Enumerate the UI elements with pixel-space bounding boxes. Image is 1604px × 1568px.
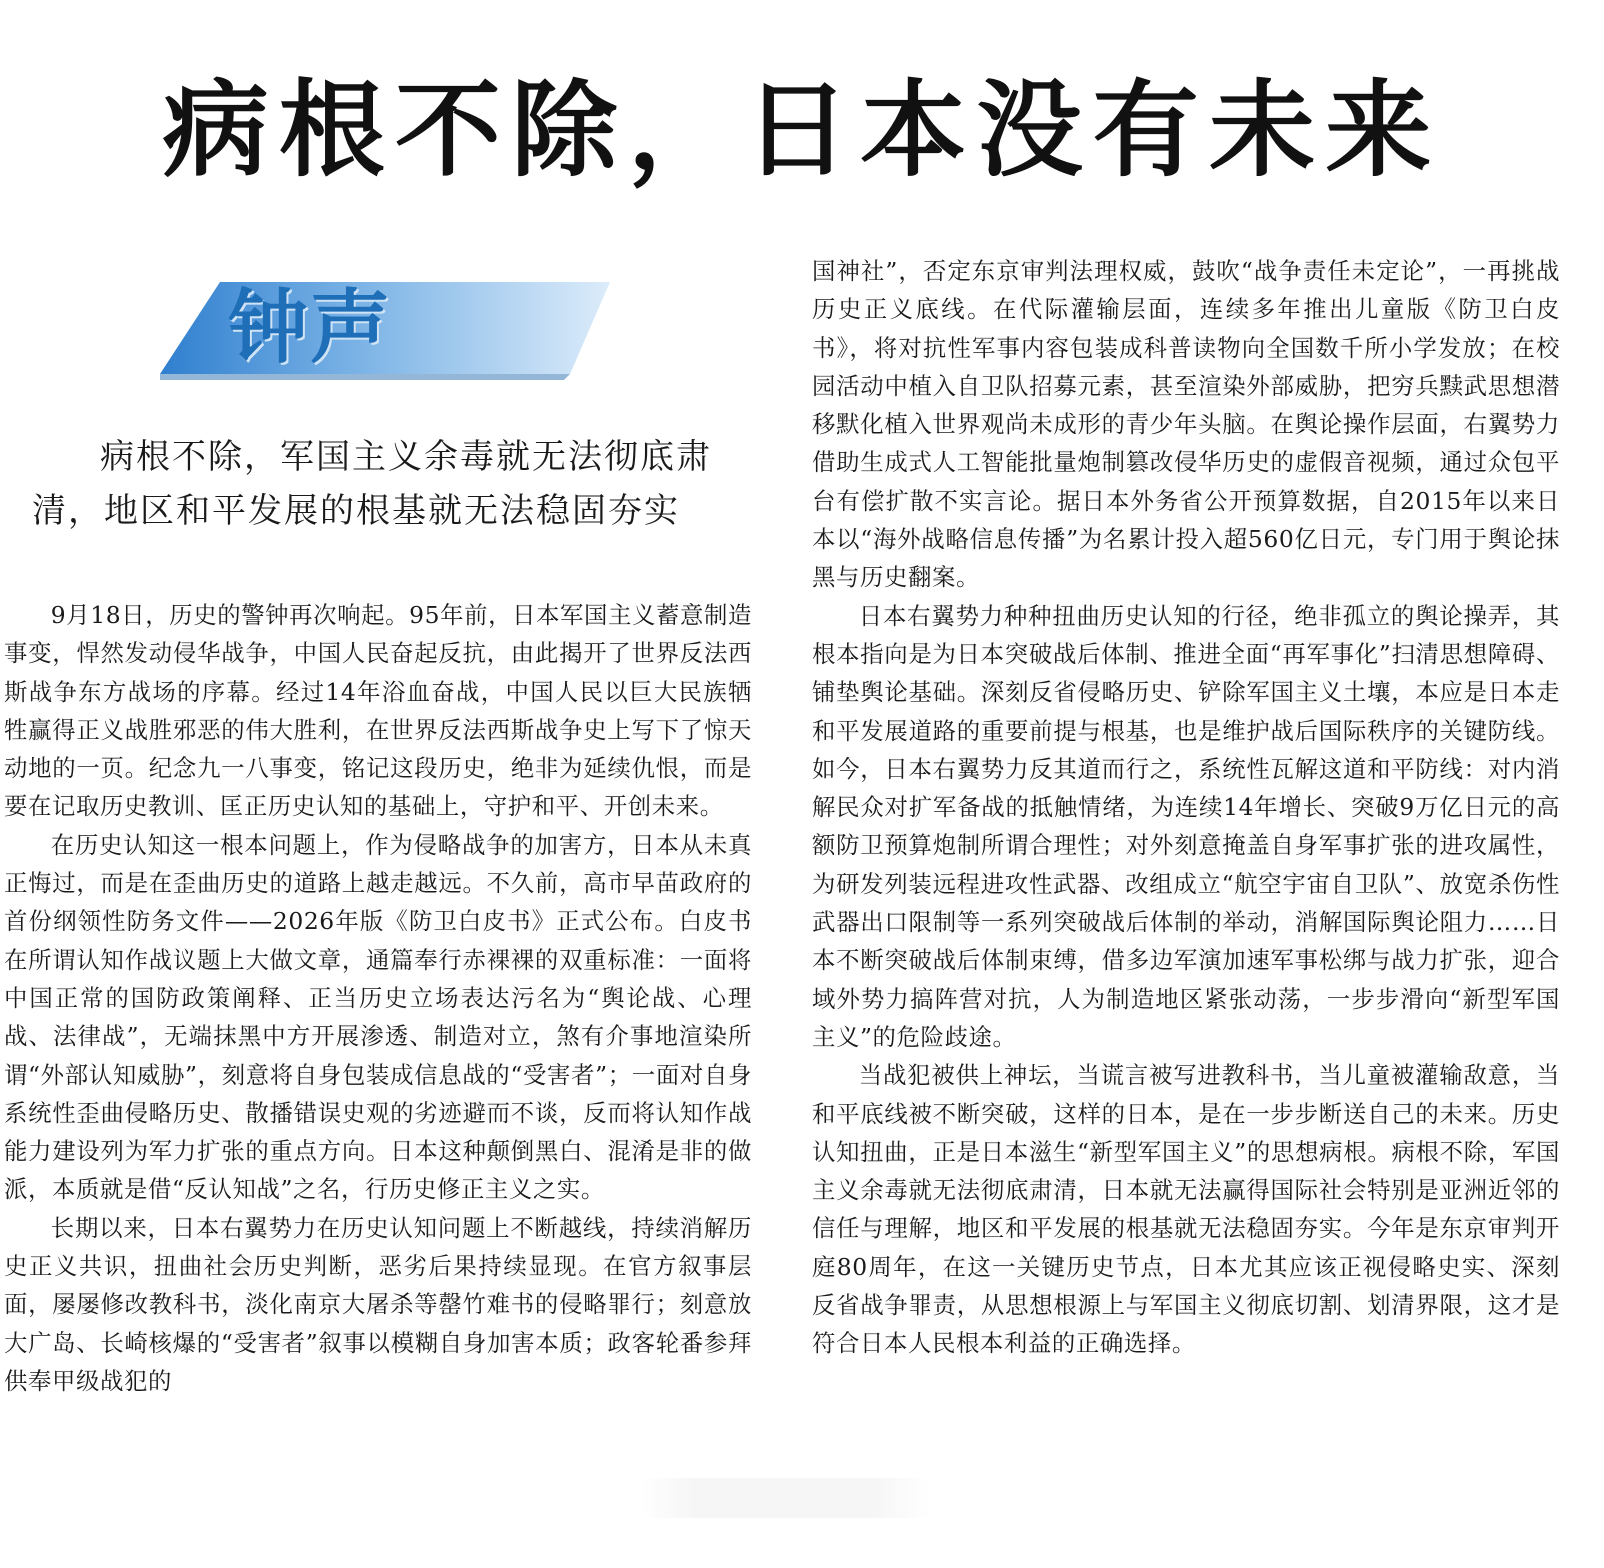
headline: 病根不除，日本没有未来 bbox=[162, 69, 1442, 191]
body-left-column bbox=[4, 596, 752, 1400]
paragraph: 国神社”，否定东京审判法理权威，鼓吹“战争责任未定论”，一再挑战历史正义底线。在代际灌输层面，连续多年推出儿童版《防卫白皮书》，将对抗性军事内容包装成科普读物向全国数千所小学发放；在校园活动中植入自卫队招募元素，甚至渲染外部威胁，把穷兵黩武思想潜移默化植入世界观尚未成形的青少年头脑。在舆论操作层面，右翼势力借助生成式人工智能批量炮制篡改侵华历史的虚假音视频，通过众包平台有偿扩散不实言论。据日本外务省公开预算数据，自2015年以来日本以“海外战略信息传播”为名累计投入超560亿日元，专门用于舆论抹黑与历史翻案。 bbox=[812, 257, 1560, 592]
column-logo-text: 钟声 bbox=[228, 281, 392, 374]
summary-lead: 病根不除，军国主义余毒就无法彻底肃清，地区和平发展的根基就无法稳固夯实 bbox=[32, 437, 712, 531]
paragraph: 在历史认知这一根本问题上，作为侵略战争的加害方，日本从未真正悔过，而是在歪曲历史的道路上越走越远。不久前，高市早苗政府的首份纲领性防务文件——2026年版《防卫白皮书》正式公布。白皮书在所谓认知作战议题上大做文章，通篇奉行赤裸裸的双重标准：一面将中国正常的国防政策阐释、正当历史立场表达污名为“舆论战、心理战、法律战”，无端抹黑中方开展渗透、制造对立，煞有介事地渲染所谓“外部认知威胁”，刻意将自身包装成信息战的“受害者”；一面对自身系统性歪曲侵略历史、散播错误史观的劣迹避而不谈，反而将认知作战能力建设列为军力扩张的重点方向。日本这种颠倒黑白、混淆是非的做派，本质就是借“反认知战”之名，行历史修正主义之实。 bbox=[4, 830, 752, 1204]
paragraph: 长期以来，日本右翼势力在历史认知问题上不断越线，持续消解历史正义共识，扭曲社会历史判断，恶劣后果持续显现。在官方叙事层面，屡屡修改教科书，淡化南京大屠杀等罄竹难书的侵略罪行；刻意放大广岛、长崎核爆的“受害者”叙事以模糊自身加害本质；政客轮番参拜供奉甲级战犯的 bbox=[4, 1213, 752, 1395]
body-right-column bbox=[812, 252, 1560, 1363]
paragraph: 日本右翼势力种种扭曲历史认知的行径，绝非孤立的舆论操弄，其根本指向是为日本突破战后体制、推进全面“再军事化”扫清思想障碍、铺垫舆论基础。深刻反省侵略历史、铲除军国主义土壤，本应是日本走和平发展道路的重要前提与根基，也是维护战后国际秩序的关键防线。如今，日本右翼势力反其道而行之，系统性瓦解这道和平防线：对内消解民众对扩军备战的抵触情绪，为连续14年增长、突破9万亿日元的高额防卫预算炮制所谓合理性；对外刻意掩盖自身军事扩张的进攻属性，为研发列装远程进攻性武器、改组成立“航空宇宙自卫队”、放宽杀伤性武器出口限制等一系列突破战后体制的举动，消解国际舆论阻力……日本不断突破战后体制束缚，借多边军演加速军事松绑与战力扩张，迎合域外势力搞阵营对抗，人为制造地区紧张动荡，一步步滑向“新型军国主义”的危险歧途。 bbox=[812, 601, 1560, 1051]
paragraph: 当战犯被供上神坛，当谎言被写进教科书，当儿童被灌输敌意，当和平底线被不断突破，这样的日本，是在一步步断送自己的未来。历史认知扭曲，正是日本滋生“新型军国主义”的思想病根。病根不除，军国主义余毒就无法彻底肃清，日本就无法赢得国际社会特别是亚洲近邻的信任与理解，地区和平发展的根基就无法稳固夯实。今年是东京审判开庭80周年，在这一关键历史节点，日本尤其应该正视侵略史实、深刻反省战争罪责，从思想根源上与军国主义彻底切割、划清界限，这才是符合日本人民根本利益的正确选择。 bbox=[812, 1061, 1560, 1358]
watermark-overlay bbox=[640, 1478, 930, 1518]
column-logo bbox=[160, 270, 630, 388]
paragraph: 9月18日，历史的警钟再次响起。95年前，日本军国主义蓄意制造事变，悍然发动侵华战争，中国人民奋起反抗，由此揭开了世界反法西斯战争东方战场的序幕。经过14年浴血奋战，中国人民以巨大民族牺牲赢得正义战胜邪恶的伟大胜利，在世界反法西斯战争史上写下了惊天动地的一页。纪念九一八事变，铭记这段历史，绝非为延续仇恨，而是要在记取历史教训、匡正历史认知的基础上，守护和平、开创未来。 bbox=[4, 601, 752, 821]
